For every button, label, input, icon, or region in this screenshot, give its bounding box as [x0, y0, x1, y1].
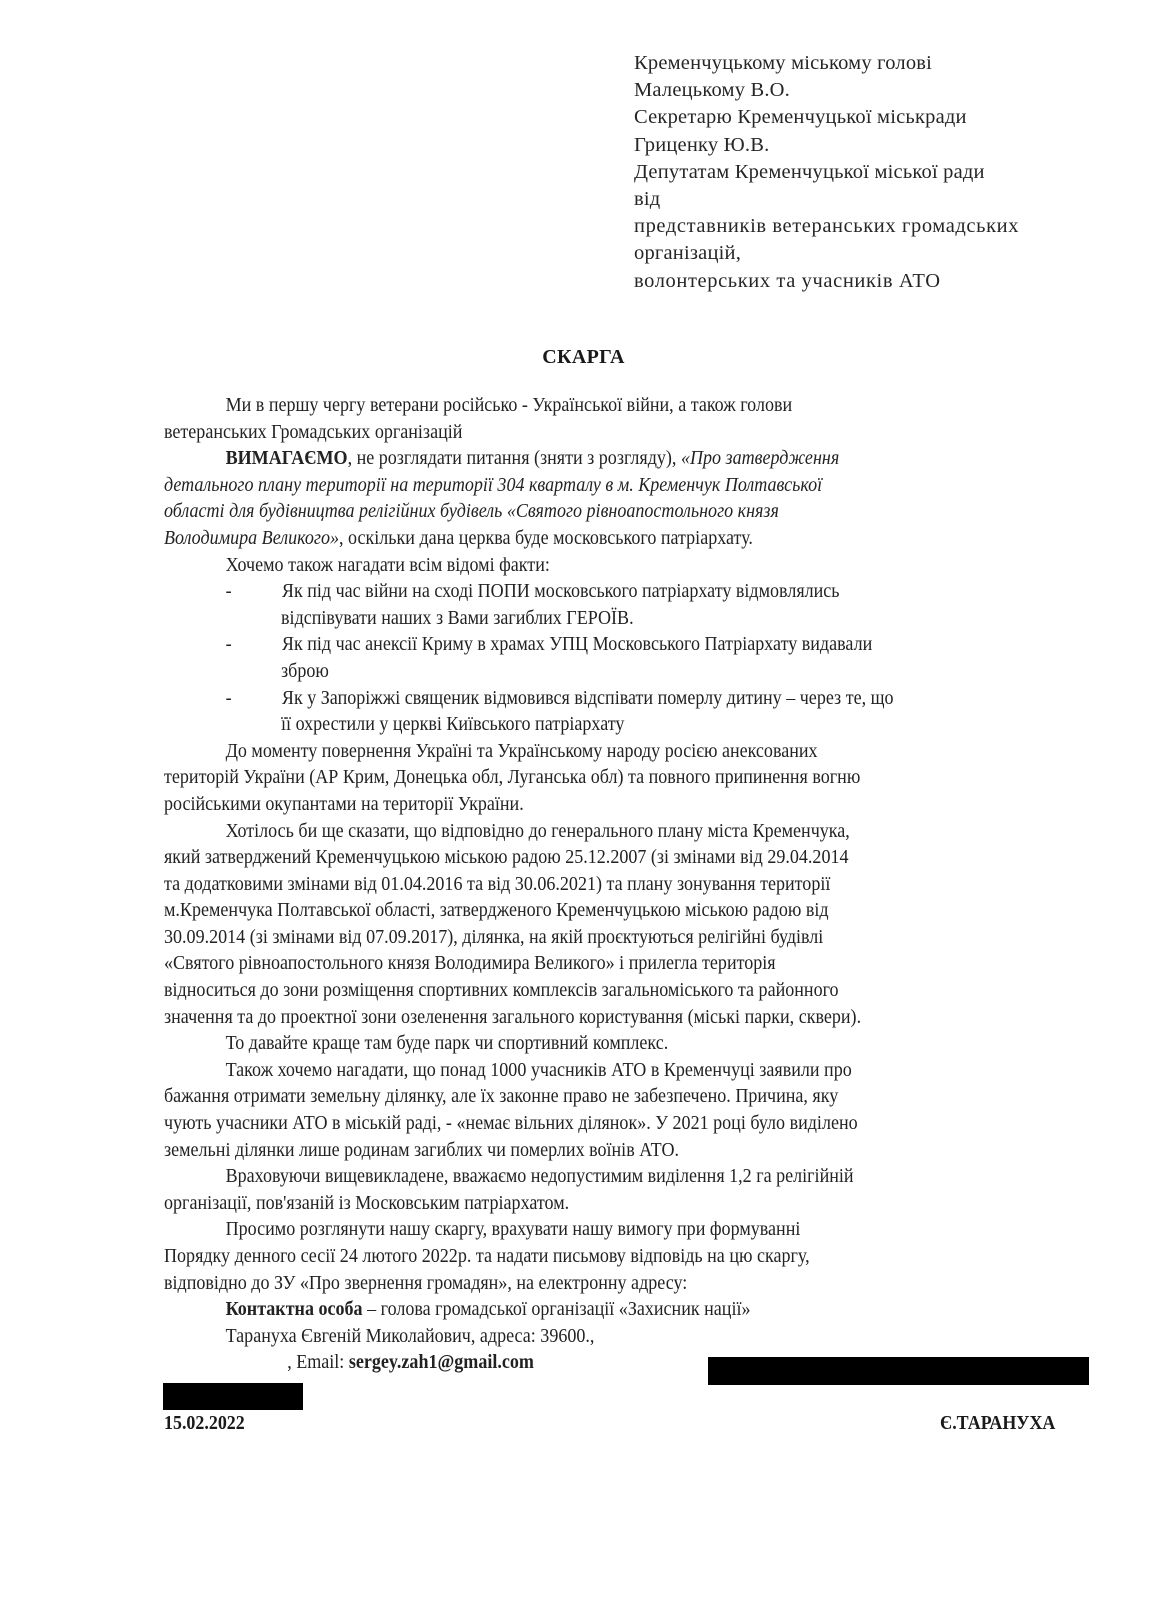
fact-text: Як у Запоріжжі священик відмовився відспівати померлу дитину – через те, що — [281, 686, 894, 709]
genplan-line: «Святого рівноапостольного князя Володимира Великого» і прилегла територія — [164, 952, 776, 975]
genplan-line: відноситься до зони розміщення спортивних комплексів загальноміського та районного — [164, 979, 839, 1002]
addressee-block — [634, 50, 1104, 295]
fact-text-cont: зброю — [281, 659, 329, 682]
email-prefix: , Email: — [287, 1351, 349, 1374]
conclusion-line: Враховуючи вищевикладене, вважаємо недопустимим виділення 1,2 га релігійній — [225, 1165, 854, 1188]
addressee-line: Гриценку Ю.В. — [634, 133, 770, 156]
addressee-line: представників ветеранських громадських — [634, 215, 1020, 238]
bullet-dash: - — [225, 633, 232, 656]
document-title: СКАРГА — [542, 346, 625, 368]
addressee-line: Секретарю Кременчуцької міськради — [634, 106, 967, 129]
redaction-box-address — [708, 1357, 1089, 1385]
bullet-dash: - — [225, 580, 232, 603]
request-line: Порядку денного сесії 24 лютого 2022р. та надати письмову відповідь на цю скаргу, — [164, 1245, 810, 1267]
contact-person-line — [164, 1296, 956, 1323]
occupation-line: До моменту повернення Україні та Українському народу росією анексованих — [225, 739, 818, 762]
park-line: То давайте краще там буде парк чи спортивний комплекс. — [225, 1032, 669, 1055]
occupation-line: російськими окупантами на території України. — [164, 792, 524, 815]
request-line: відповідно до ЗУ «Про звернення громадян», на електронну адресу: — [164, 1271, 688, 1294]
ato-land-line: земельні ділянки лише родинам загиблих чи померлих воїнів АТО. — [164, 1138, 679, 1161]
fact-text-cont: її охрестили у церкві Київського патріархату — [281, 713, 625, 736]
genplan-line: Хотілось би ще сказати, що відповідно до генерального плану міста Кременчука, — [225, 819, 850, 842]
signature: Є.ТАРАНУХА — [939, 1413, 1055, 1434]
request-line: Просимо розглянути нашу скаргу, врахувати нашу вимогу при формуванні — [225, 1218, 801, 1241]
addressee-line: Малецькому В.О. — [634, 79, 791, 102]
redaction-box-address-cont — [163, 1383, 303, 1410]
intro-line: Ми в першу чергу ветерани російсько - Української війни, а також голови — [225, 394, 793, 416]
genplan-line: м.Кременчука Полтавської області, затвердженого Кременчуцькою міською радою від — [164, 899, 829, 922]
addressee-line: Кременчуцькому міському голові — [634, 52, 933, 74]
bullet-dash: - — [225, 686, 232, 709]
fact-item — [164, 578, 956, 605]
occupation-line: територій України (АР Крим, Донецька обл, Луганська обл) та повного припинення вогню — [164, 766, 861, 789]
fact-text-cont: відспівувати наших з Вами загиблих ГЕРОЇВ. — [281, 606, 634, 629]
demand-text: , оскільки дана церква буде московського патріархату. — [339, 526, 753, 549]
decision-title-line: детального плану території на території 304 кварталу в м. Кременчук Полтавської — [164, 473, 823, 496]
contact-email[interactable]: sergey.zah1@gmail.com — [348, 1351, 534, 1374]
fact-text: Як під час анексії Криму в храмах УПЦ Московського Патріархату видавали — [281, 633, 873, 656]
addressee-line: від — [634, 188, 661, 211]
genplan-line: значення та до проектної зони озеленення загального користування (міські парки, сквери). — [164, 1005, 862, 1028]
ato-land-line: бажання отримати земельну ділянку, але їх законне право не забезпечено. Причина, яку — [164, 1085, 839, 1108]
fact-text: Як під час війни на сході ПОПИ московського патріархату відмовлялись — [281, 580, 840, 603]
decision-title: Володимира Великого» — [164, 526, 340, 549]
addressee-line: волонтерських та учасників АТО — [634, 269, 941, 292]
demand-keyword: ВИМАГАЄМО — [225, 447, 348, 470]
document-date: 15.02.2022 — [164, 1413, 245, 1434]
complaint-body — [164, 392, 1064, 1376]
addressee-line: Депутатам Кременчуцької міської ради — [634, 160, 985, 183]
conclusion-line: організації, пов'язаній із Московським патріархатом. — [164, 1191, 570, 1214]
demand-line — [164, 525, 956, 552]
fact-item — [164, 631, 956, 658]
contact-label: Контактна особа — [225, 1298, 363, 1321]
demand-text: , не розглядати питання (зняти з розгляду), — [347, 447, 681, 470]
fact-item — [164, 685, 956, 712]
genplan-line: 30.09.2014 (зі змінами від 07.09.2017), ділянка, на якій проєктуються релігійні будівлі — [164, 925, 824, 948]
addressee-line: організацій, — [634, 242, 742, 265]
ato-land-line: чують учасники АТО в міській раді, - «немає вільних ділянок». У 2021 році було виділено — [164, 1112, 858, 1135]
genplan-line: та додатковими змінами від 01.04.2016 та від 30.06.2021) та плану зонування території — [164, 872, 831, 895]
contact-name-line: Тарануха Євгеній Миколайович, адреса: 39600., — [225, 1324, 595, 1347]
demand-line — [164, 445, 956, 472]
decision-title: «Про затвердження — [680, 447, 840, 470]
facts-intro: Хочемо також нагадати всім відомі факти: — [225, 553, 550, 576]
genplan-line: який затверджений Кременчуцькою міською радою 25.12.2007 (зі змінами від 29.04.2014 — [164, 846, 849, 869]
intro-line: ветеранських Громадських організацій — [164, 420, 463, 443]
ato-land-line: Також хочемо нагадати, що понад 1000 учасників АТО в Кременчуці заявили про — [225, 1058, 852, 1081]
contact-org: – голова громадської організації «Захисник нації» — [362, 1298, 751, 1321]
decision-title-line: області для будівництва релігійних будівель «Святого рівноапостольного князя — [164, 500, 779, 523]
